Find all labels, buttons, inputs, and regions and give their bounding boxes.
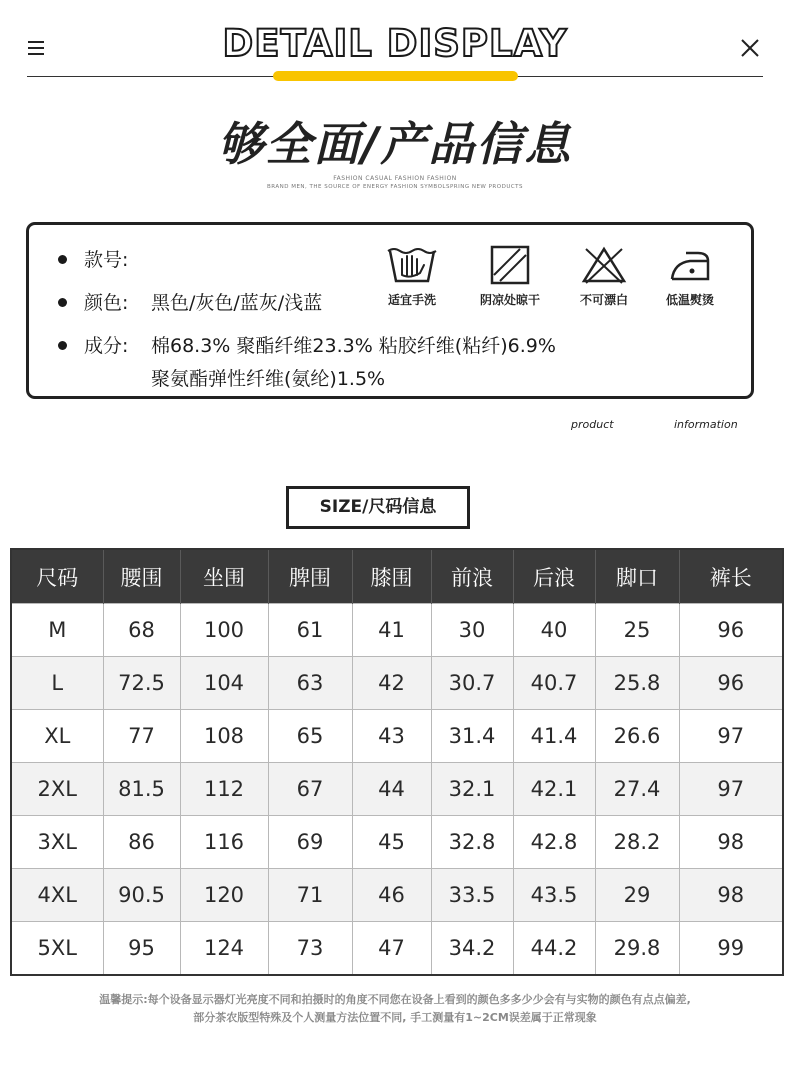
measurement-cell: 30 (431, 604, 513, 657)
measurement-cell: 99 (679, 922, 783, 976)
care-no-bleach (559, 245, 649, 308)
measurement-cell: 42 (352, 657, 431, 710)
measurement-cell: 32.1 (431, 763, 513, 816)
header-waist: 腰围 (103, 549, 180, 604)
section-subtitle-2: BRAND MEN, THE SOURCE OF ENERGY FASHION SYMBOLSPRING NEW PRODUCTS (266, 184, 524, 190)
notice-line-1: 温馨提示:每个设备显示器灯光亮度不同和拍摄时的角度不同您在设备上看到的颜色多多少少会有与实物的颜色有点点偏差, (99, 993, 691, 1006)
measurement-cell: 45 (352, 816, 431, 869)
header-hip: 坐围 (180, 549, 268, 604)
bullet (58, 255, 67, 264)
accent-bar (273, 71, 518, 81)
material-value-2: 聚氨酯弹性纤维(氨纶)1.5% (151, 368, 386, 390)
measurement-cell: 98 (679, 816, 783, 869)
measurement-cell: 108 (180, 710, 268, 763)
measurement-cell: 96 (679, 657, 783, 710)
measurement-cell: 77 (103, 710, 180, 763)
measurement-cell: 33.5 (431, 869, 513, 922)
style-number-label: 款号: (84, 249, 129, 271)
color-value: 黑色/灰色/蓝灰/浅蓝 (151, 292, 323, 314)
measurement-cell: 25 (595, 604, 679, 657)
size-table (10, 548, 784, 976)
size-cell: 4XL (11, 869, 103, 922)
measurement-cell: 98 (679, 869, 783, 922)
material-value-1: 棉68.3% 聚酯纤维23.3% 粘胶纤维(粘纤)6.9% (151, 335, 556, 357)
bullet (58, 341, 67, 350)
measurement-cell: 112 (180, 763, 268, 816)
notice-line-2: 部分茶农版型特殊及个人测量方法位置不同, 手工测量有1~2CM误差属于正常现象 (193, 1011, 597, 1024)
bullet (58, 298, 67, 307)
size-cell: XL (11, 710, 103, 763)
care-hand-wash (367, 245, 457, 308)
table-row (11, 763, 783, 816)
measurement-cell: 30.7 (431, 657, 513, 710)
section-title: 够全面/产品信息 (217, 117, 573, 171)
hand-wash-icon (386, 245, 438, 285)
measurement-cell: 69 (268, 816, 352, 869)
information-caption: information (674, 418, 738, 431)
measurement-cell: 28.2 (595, 816, 679, 869)
size-cell: 2XL (11, 763, 103, 816)
shade-dry-icon (484, 245, 536, 285)
header-knee: 膝围 (352, 549, 431, 604)
size-cell: M (11, 604, 103, 657)
measurement-cell: 47 (352, 922, 431, 976)
size-cell: 3XL (11, 816, 103, 869)
measurement-cell: 61 (268, 604, 352, 657)
table-row (11, 869, 783, 922)
measurement-cell: 97 (679, 763, 783, 816)
measurement-cell: 95 (103, 922, 180, 976)
measurement-cell: 29.8 (595, 922, 679, 976)
table-row (11, 710, 783, 763)
banner-title: DETAIL DISPLAY (222, 22, 568, 65)
measurement-cell: 34.2 (431, 922, 513, 976)
table-row (11, 816, 783, 869)
measurement-cell: 31.4 (431, 710, 513, 763)
no-bleach-icon (578, 245, 630, 285)
size-cell: L (11, 657, 103, 710)
product-info-box (26, 222, 754, 399)
table-header-row (11, 549, 783, 604)
measurement-cell: 41.4 (513, 710, 595, 763)
measurement-cell: 81.5 (103, 763, 180, 816)
measurement-cell: 65 (268, 710, 352, 763)
measurement-cell: 42.1 (513, 763, 595, 816)
measurement-cell: 32.8 (431, 816, 513, 869)
product-caption: product (571, 418, 614, 431)
measurement-cell: 68 (103, 604, 180, 657)
header-length: 裤长 (679, 549, 783, 604)
measurement-cell: 63 (268, 657, 352, 710)
measurement-cell: 25.8 (595, 657, 679, 710)
measurement-cell: 44 (352, 763, 431, 816)
header-thigh: 脾围 (268, 549, 352, 604)
measurement-cell: 97 (679, 710, 783, 763)
measurement-cell: 96 (679, 604, 783, 657)
measurement-cell: 46 (352, 869, 431, 922)
measurement-cell: 104 (180, 657, 268, 710)
section-subtitle-1: FASHION CASUAL FASHION FASHION (333, 175, 457, 182)
close-icon[interactable] (738, 36, 762, 60)
size-info-tag: SIZE/尺码信息 (286, 486, 470, 529)
measurement-cell: 120 (180, 869, 268, 922)
table-row (11, 604, 783, 657)
care-label: 低温熨烫 (665, 293, 714, 307)
measurement-cell: 42.8 (513, 816, 595, 869)
measurement-cell: 29 (595, 869, 679, 922)
measurement-cell: 43.5 (513, 869, 595, 922)
material-label: 成分: (84, 335, 129, 357)
measurement-cell: 73 (268, 922, 352, 976)
table-row (11, 922, 783, 976)
care-shade-dry (465, 245, 555, 308)
care-label: 适宜手洗 (387, 293, 436, 307)
table-row (11, 657, 783, 710)
measurement-cell: 71 (268, 869, 352, 922)
care-label: 阴凉处晾干 (479, 293, 540, 307)
measurement-cell: 27.4 (595, 763, 679, 816)
measurement-cell: 67 (268, 763, 352, 816)
color-label: 颜色: (84, 292, 129, 314)
care-label: 不可漂白 (579, 293, 628, 307)
header-front-rise: 前浪 (431, 549, 513, 604)
size-cell: 5XL (11, 922, 103, 976)
measurement-cell: 72.5 (103, 657, 180, 710)
measurement-cell: 26.6 (595, 710, 679, 763)
measurement-cell: 44.2 (513, 922, 595, 976)
measurement-cell: 86 (103, 816, 180, 869)
measurement-cell: 124 (180, 922, 268, 976)
header-back-rise: 后浪 (513, 549, 595, 604)
measurement-cell: 43 (352, 710, 431, 763)
measurement-cell: 116 (180, 816, 268, 869)
measurement-cell: 41 (352, 604, 431, 657)
care-low-iron (645, 245, 735, 308)
header-leg-opening: 脚口 (595, 549, 679, 604)
measurement-cell: 40 (513, 604, 595, 657)
measurement-cell: 100 (180, 604, 268, 657)
measurement-cell: 90.5 (103, 869, 180, 922)
header-size: 尺码 (11, 549, 103, 604)
low-iron-icon (664, 245, 716, 285)
measurement-cell: 40.7 (513, 657, 595, 710)
